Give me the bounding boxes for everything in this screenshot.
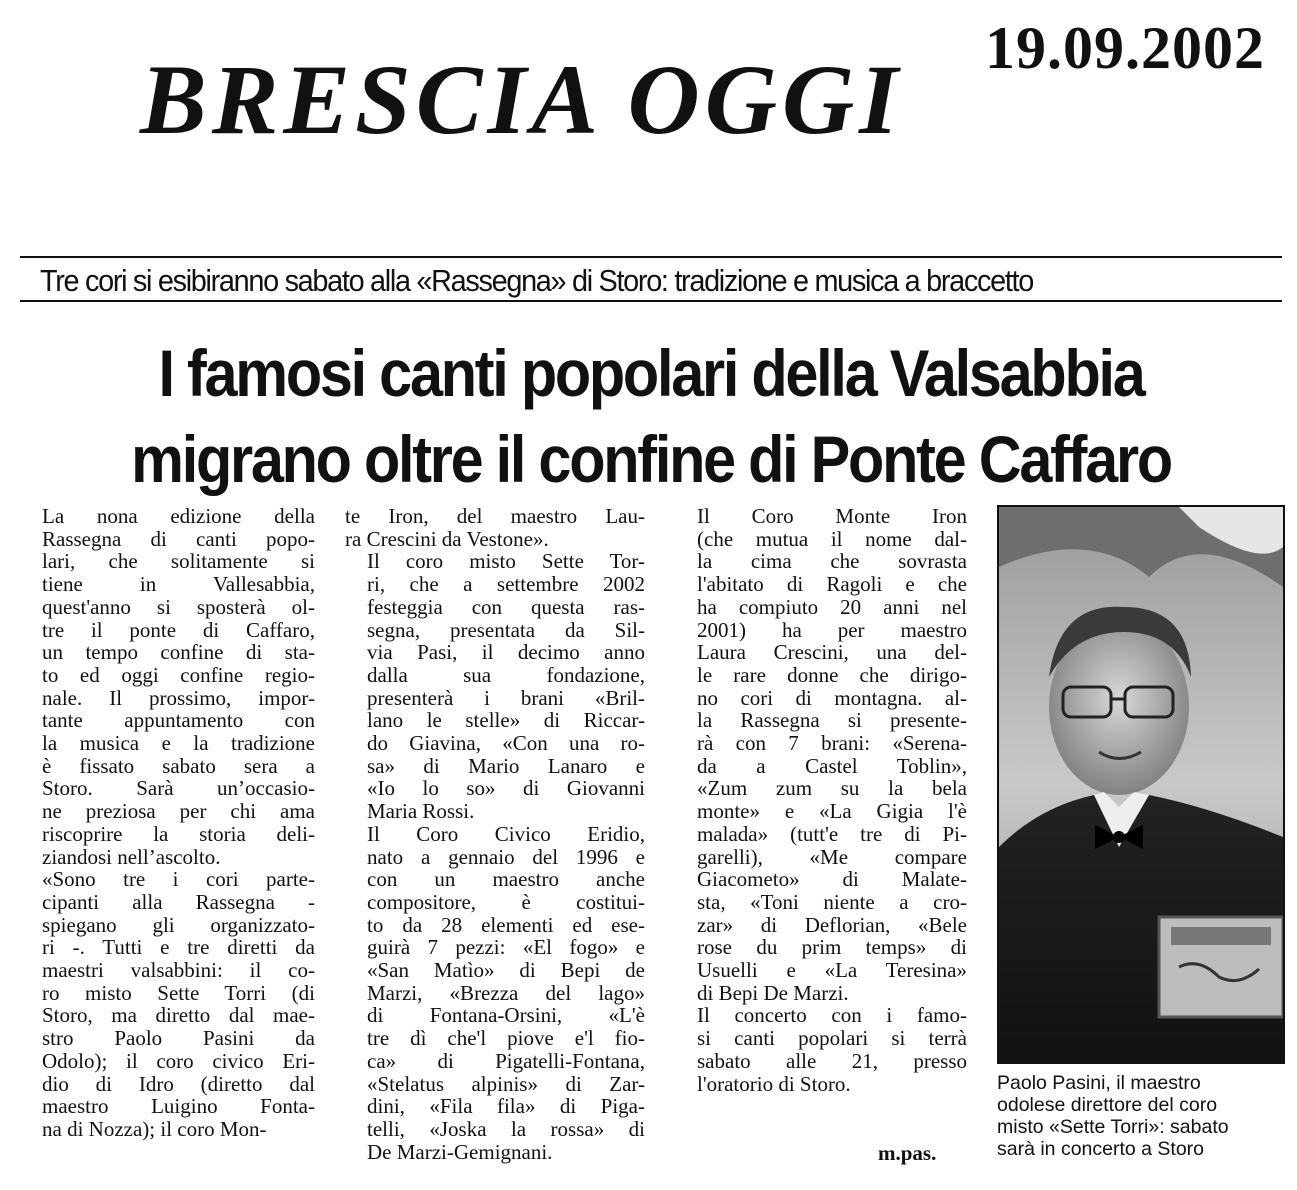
portrait-photo (997, 505, 1285, 1064)
article-line: guirà 7 pezzi: «El fogo» e (367, 935, 645, 960)
portrait-illustration (999, 507, 1283, 1062)
article-line: La nona edizione della (42, 504, 315, 528)
article-line: do Giavina, «Con una ro- (367, 731, 645, 756)
article-line: Storo, ma diretto dal mae- (42, 1003, 315, 1028)
article-line: Marzi, «Brezza del lago» (367, 980, 645, 1005)
article-line: telli, «Joska la rossa» di (367, 1116, 645, 1141)
photo-caption-line: Paolo Pasini, il maestro (997, 1072, 1201, 1094)
article-line: «Zum zum su la bela (697, 776, 967, 801)
article-line: tiene in Vallesabbia, (42, 572, 315, 597)
article-line: to da 28 elementi ed ese- (367, 912, 645, 937)
article-line: nale. Il prossimo, impor- (42, 685, 315, 710)
article-line: Il coro misto Sette Tor- (367, 549, 645, 574)
article-line: quest'anno si sposterà ol- (42, 594, 315, 619)
article-line: con un maestro anche (367, 867, 645, 892)
article-line: «Sono tre i cori parte- (42, 867, 315, 892)
article-line: di Fontana-Orsini, «L'è (367, 1003, 645, 1028)
article-line: tre il ponte di Caffaro, (42, 617, 315, 642)
article-line: spiegano gli organizzato- (42, 912, 315, 937)
article-line: sa» di Mario Lanaro e (367, 753, 645, 778)
article-line: è fissato sabato sera a (42, 753, 315, 778)
article-line: si canti popolari si terrà (697, 1026, 967, 1051)
photo-caption-line: odolese direttore del coro (997, 1094, 1218, 1116)
article-paragraph (345, 550, 645, 822)
article-line: maestro Luigino Fonta- (42, 1094, 315, 1119)
article-line: sta, «Toni niente a cro- (697, 889, 967, 914)
photo-caption-line: sarà in concerto a Storo (997, 1138, 1205, 1160)
article-line: to ed oggi confine regio- (42, 662, 315, 687)
article-line: «San Matìo» di Bepi de (367, 958, 645, 983)
photo-caption-line: misto «Sette Torri»: sabato (997, 1116, 1229, 1138)
article-line: De Marzi-Gemignani. (367, 1139, 553, 1164)
article-line: (che mutua il nome dal- (697, 526, 967, 551)
article-line: ca» di Pigatelli-Fontana, (367, 1048, 645, 1073)
article-line: la Rassegna si presente- (697, 708, 967, 733)
article-line: tre dì che'l piove e'l fio- (367, 1026, 645, 1051)
article-line: garelli), «Me compare (697, 844, 967, 869)
headline (20, 330, 1282, 502)
article-paragraph (675, 1004, 967, 1095)
article-line: «Io lo so» di Giovanni (367, 776, 645, 801)
publication-date: 19.09.2002 (985, 15, 1265, 81)
article-line: di Bepi De Marzi. (697, 980, 849, 1005)
article-column-2 (345, 505, 645, 1163)
article-line: da a Castel Toblin», (697, 753, 967, 778)
article-line: l'abitato di Ragoli e che (697, 572, 967, 597)
headline-line-2: migrano oltre il confine di Ponte Caffaro (131, 422, 1171, 496)
article-paragraph (675, 505, 967, 1004)
article-line: riscoprire la storia deli- (42, 821, 315, 846)
article-line: le rare donne che dirigo- (697, 662, 967, 687)
article-line: Il Coro Civico Eridio, (367, 821, 645, 846)
article-line: lano le stelle» di Riccar- (367, 708, 645, 733)
article-line: Odolo); il coro civico Eri- (42, 1048, 315, 1073)
article-line: 2001) ha per maestro (697, 617, 967, 642)
article-line: ne preziosa per chi ama (42, 799, 315, 824)
article-column-3 (675, 505, 967, 1095)
article-line: l'oratorio di Storo. (697, 1071, 851, 1096)
article-line: Il concerto con i famo- (697, 1003, 967, 1028)
article-line: segna, presentata da Sil- (367, 617, 645, 642)
photo-caption (997, 1072, 1287, 1160)
article-column-1 (20, 505, 315, 1141)
kicker-top-rule (20, 256, 1282, 258)
article-paragraph (345, 505, 645, 550)
article-line: zar» di Deflorian, «Bele (697, 912, 967, 937)
article-line: festeggia con questa ras- (367, 594, 645, 619)
article-line: ha compiuto 20 anni nel (697, 594, 967, 619)
article-line: «Stelatus alpinis» di Zar- (367, 1071, 645, 1096)
article-line: Storo. Sarà un’occasio- (42, 776, 315, 801)
article-line: sabato alle 21, presso (697, 1048, 967, 1073)
article-line: compositore, è costitui- (367, 889, 645, 914)
kicker: Tre cori si esibiranno sabato alla «Rassegna» di Storo: tradizione e musica a braccetto (40, 263, 1034, 298)
kicker-bottom-rule (20, 300, 1282, 302)
article-line: ro misto Sette Torri (di (42, 980, 315, 1005)
article-line: la musica e la tradizione (42, 731, 315, 756)
article-line: Giacometo» di Malate- (697, 867, 967, 892)
article-line: tante appuntamento con (42, 708, 315, 733)
article-line: Maria Rossi. (367, 799, 475, 824)
article-line: nato a gennaio del 1996 e (367, 844, 645, 869)
article-line: via Pasi, il decimo anno (367, 640, 645, 665)
article-paragraph (20, 505, 315, 868)
article-line: malada» (tutt'e tre di Pi- (697, 821, 967, 846)
article-line: Laura Crescini, una del- (697, 640, 967, 665)
article-line: na di Nozza); il coro Mon- (42, 1116, 267, 1141)
article-paragraph (345, 823, 645, 1164)
article-line: stro Paolo Pasini da (42, 1026, 315, 1051)
article-line: la cima che sovrasta (697, 549, 967, 574)
article-line: dio di Idro (diretto dal (42, 1071, 315, 1096)
article-line: presenterà i brani «Bril- (367, 685, 645, 710)
masthead: BRESCIA OGGI (140, 44, 904, 155)
article-line: Il Coro Monte Iron (697, 504, 967, 528)
article-line: dalla sua fondazione, (367, 662, 645, 687)
author-signature: m.pas. (878, 1141, 937, 1165)
article-line: ra Crescini da Vestone». (345, 526, 549, 551)
article-line: rà con 7 brani: «Serena- (697, 731, 967, 756)
article-line: Usuelli e «La Teresina» (697, 958, 967, 983)
article-line: Rassegna di canti popo- (42, 526, 315, 551)
article-line: lari, che solitamente si (42, 549, 315, 574)
article-line: rose du prim temps» di (697, 935, 967, 960)
article-line: te Iron, del maestro Lau- (345, 504, 645, 528)
article-line: un tempo confine di sta- (42, 640, 315, 665)
headline-line-1: I famosi canti popolari della Valsabbia (158, 336, 1144, 410)
article-line: maestri valsabbini: il co- (42, 958, 315, 983)
article-line: dini, «Fila fila» di Piga- (367, 1094, 645, 1119)
article-paragraph (20, 868, 315, 1140)
article-line: ziandosi nell’ascolto. (42, 844, 221, 869)
article-line: ri, che a settembre 2002 (367, 572, 645, 597)
article-line: monte» e «La Gigia l'è (697, 799, 967, 824)
article-line: cipanti alla Rassegna - (42, 889, 315, 914)
article-line: ri -. Tutti e tre diretti da (42, 935, 315, 960)
article-line: no cori di montagna. al- (697, 685, 967, 710)
